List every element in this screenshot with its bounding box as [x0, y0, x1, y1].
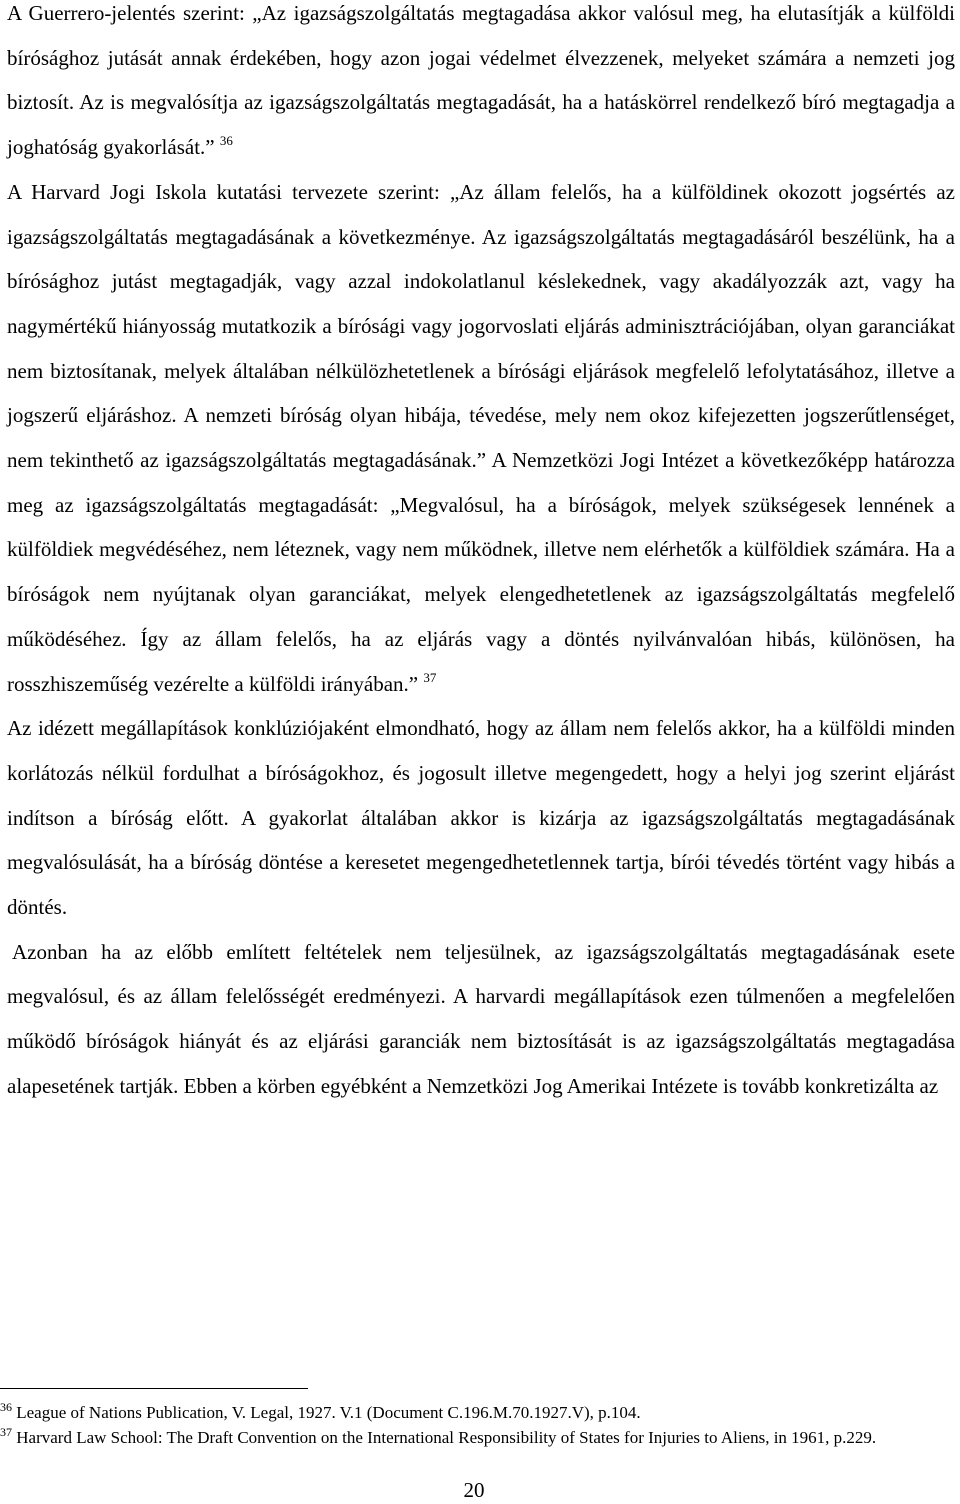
- footnotes-section: [0, 1400, 948, 1450]
- footnote-37: [0, 1425, 948, 1450]
- paragraph-text: Azonban ha az előbb említett feltételek nem teljesülnek, az igazságszolgáltatás megtagadásának esete megvalósul, és az állam felelősségét eredményezi. A harvardi megállapítások ezen túlmenően a megfelelően működő bíróságok hiányát és az eljárási garanciák nem biztosítását is az igazságszolgáltatás megtagadása alapesetének tartják. Ebben a körben egyébként a Nemzetközi Jog Amerikai Intézete is tovább konkretizálta az: [7, 939, 955, 1098]
- paragraph-guerrero-report: [7, 0, 955, 170]
- footnote-number: 37: [0, 1425, 12, 1439]
- footnote-reference[interactable]: 36: [219, 133, 233, 149]
- paragraph-text: A Guerrero-jelentés szerint: „Az igazságszolgáltatás megtagadása akkor valósul meg, ha elutasítják a külföldi bírósághoz jutását annak érdekében, hogy azon jogai védelmet élvezzenek, melyeket számára a nemzeti jog biztosít. Az is megvalósítja az igazságszolgáltatás megtagadását, ha a hatáskörrel rendelkező bíró megtagadja a joghatóság gyakorlását.”: [7, 1, 955, 160]
- page-number: 20: [463, 1478, 485, 1502]
- footnote-separator: [0, 1388, 308, 1389]
- footnote-text: League of Nations Publication, V. Legal, 1927. V.1 (Document C.196.M.70.1927.V), p.104.: [16, 1403, 641, 1422]
- footnote-number: 36: [0, 1400, 12, 1414]
- paragraph-text: A Harvard Jogi Iskola kutatási tervezete szerint: „Az állam felelős, ha a külföldinek okozott jogsértés az igazságszolgáltatás megtagadásának a következménye. Az igazságszolgáltatás megtagadásáról beszélünk, ha a bírósághoz jutást megtagadják, vagy azzal indokolatlanul késlekednek, vagy akadályozzák azt, vagy ha nagymértékű hiányosság mutatkozik a bírósági vagy jogorvoslati eljárás adminisztrációjában, olyan garanciákat nem biztosítanak, melyek általában nélkülözhetetlenek a bírósági eljárások megfelelő lefolytatásához, illetve a jogszerű eljáráshoz. A nemzeti bíróság olyan hibája, tévedése, mely nem okoz kifejezetten jogszerűtlenséget, nem tekinthető az igazságszolgáltatás megtagadásának.” A Nemzetközi Jogi Intézet a következőképp határozza meg az igazságszolgáltatás megtagadását: „Megvalósul, ha a bíróságok, melyek szükségesek lennének a külföldiek megvédéséhez, nem léteznek, vagy nem működnek, illetve nem elérhetők a külföldiek számára. Ha a bíróságok nem nyújtanak olyan garanciákat, melyek elengedhetetlenek az igazságszolgáltatás megfelelő működéséhez. Így az állam felelős, ha az eljárás vagy a döntés nyilvánvalóan hibás, különösen, ha rosszhiszeműség vezérelte a külföldi irányában.”: [7, 179, 955, 696]
- paragraph-harvard-draft: [7, 170, 955, 706]
- paragraph-text: Az idézett megállapítások konklúziójaként elmondható, hogy az állam nem felelős akkor, ha a külföldi minden korlátozás nélkül fordulhat a bíróságokhoz, és jogosult illetve megengedett, hogy a helyi jog szerint eljárást indítson a bíróság előtt. A gyakorlat általában akkor is kizárja az igazságszolgáltatás megtagadásának megvalósulását, ha a bíróság döntése a keresetet megengedhetetlennek tartja, bírói tévedés történt vagy hibás a döntés.: [7, 716, 955, 920]
- footnote-reference[interactable]: 37: [423, 669, 437, 685]
- paragraph-continuation: [7, 930, 955, 1109]
- paragraph-conclusion: [7, 706, 955, 930]
- footnote-36: [0, 1400, 948, 1425]
- document-page: [7, 0, 955, 1109]
- footnote-text: Harvard Law School: The Draft Convention on the International Responsibility of States for Injuries to Aliens, in 1961, p.229.: [16, 1428, 877, 1447]
